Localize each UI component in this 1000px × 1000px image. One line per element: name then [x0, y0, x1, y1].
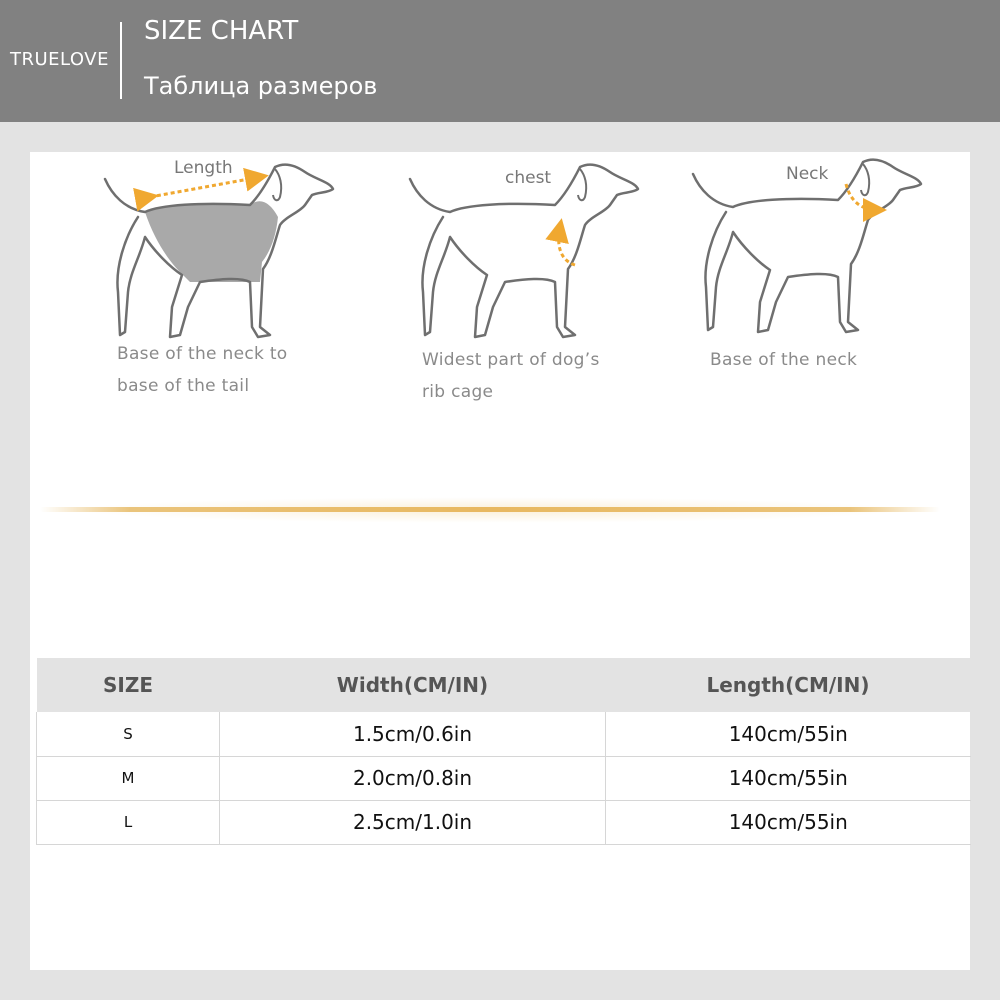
gold-divider: [40, 507, 940, 512]
table-row: [37, 800, 971, 844]
size-table: [36, 658, 971, 845]
cell-length: 140cm/55in: [606, 756, 971, 800]
header-width: Width(CM/IN): [336, 673, 489, 697]
title-russian: Таблица размеров: [144, 72, 378, 100]
caption-line: Widest part of dog’s: [422, 350, 600, 370]
diagram-label-length: Length: [174, 158, 233, 178]
dog-length-icon: [100, 157, 340, 347]
diagram-label-neck: Neck: [786, 164, 829, 184]
diagram-caption-length: [117, 338, 288, 402]
header-divider: [120, 22, 122, 99]
content-panel: [30, 152, 970, 970]
diagram-label-chest: chest: [505, 168, 552, 188]
cell-size: S: [37, 712, 220, 756]
caption-line: rib cage: [422, 382, 494, 402]
header-size: SIZE: [102, 673, 153, 697]
title-english: SIZE CHART: [144, 16, 299, 46]
cell-width: 2.5cm/1.0in: [220, 800, 606, 844]
cell-size: M: [37, 756, 220, 800]
cell-length: 140cm/55in: [606, 712, 971, 756]
diagram-caption-neck: [710, 344, 857, 376]
header-bar: [0, 0, 1000, 122]
cell-size: L: [37, 800, 220, 844]
table-header-row: [37, 658, 971, 712]
caption-line: Base of the neck to: [117, 344, 288, 364]
header-length: Length(CM/IN): [706, 673, 870, 697]
cell-width: 1.5cm/0.6in: [220, 712, 606, 756]
table-row: [37, 712, 971, 756]
caption-line: Base of the neck: [710, 350, 858, 370]
caption-line: base of the tail: [117, 376, 250, 396]
diagram-caption-chest: [422, 344, 600, 408]
cell-width: 2.0cm/0.8in: [220, 756, 606, 800]
brand-name: TRUELOVE: [10, 49, 109, 70]
cell-length: 140cm/55in: [606, 800, 971, 844]
table-row: [37, 756, 971, 800]
